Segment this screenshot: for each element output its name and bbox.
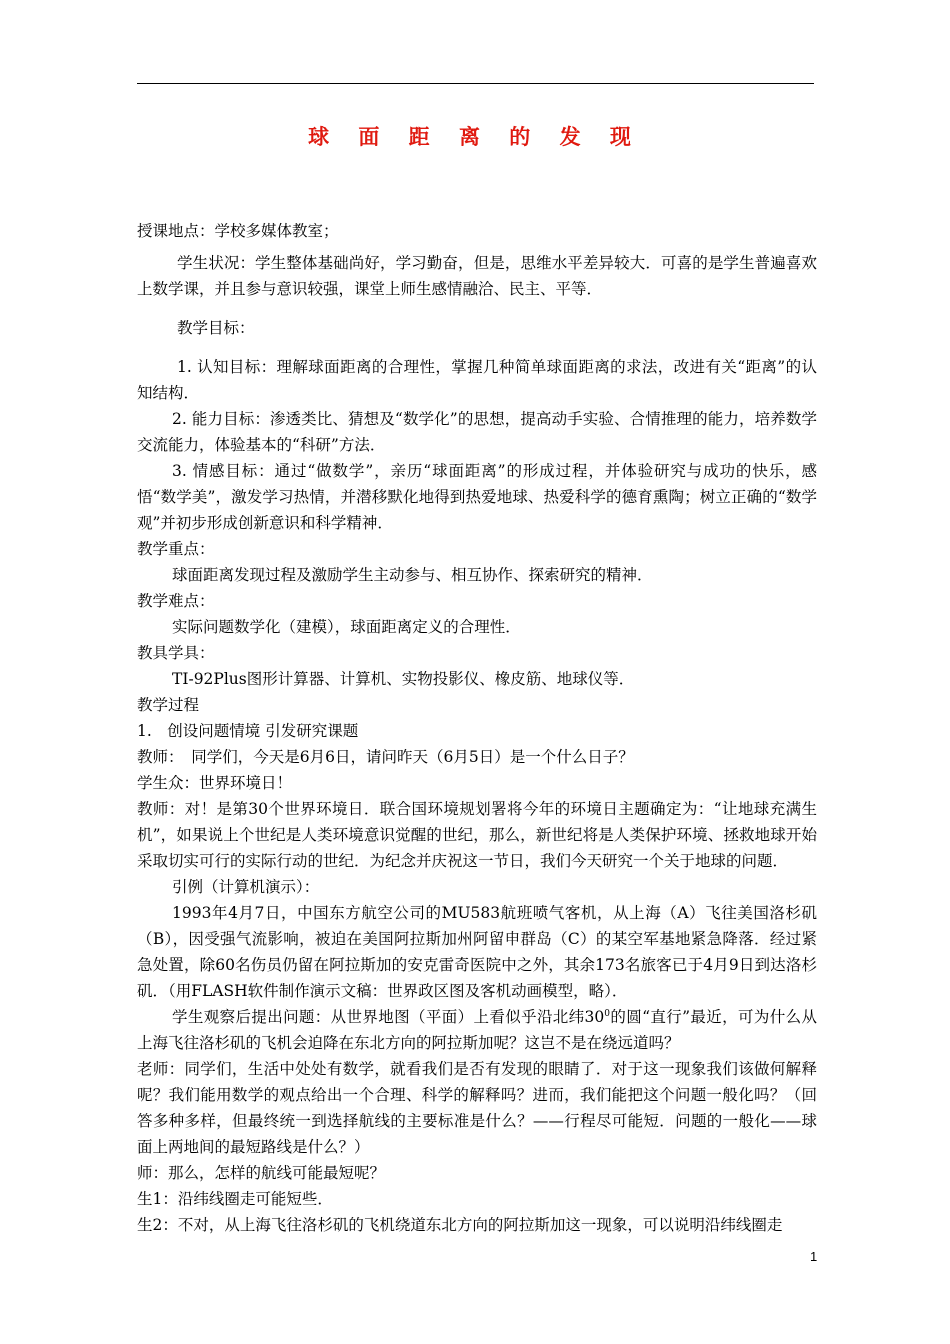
heading-key-points: 教学重点： <box>137 540 215 558</box>
document-body <box>137 218 817 1238</box>
heading-process: 教学过程 <box>137 696 200 714</box>
paragraph-example: 1993年4月7日，中国东方航空公司的MU583航班喷气客机，从上海（A）飞往美国洛杉矶（B），因受强气流影响，被迫在美国阿拉斯加州阿留申群岛（C）的某空军基地紧急降落．经过紧急处置，除60名伤员仍留在阿拉斯加的安克雷奇医院中之外，其余173名旅客已于4月9日到达洛杉矶．（用FLASH软件制作演示文稿：世界政区图及客机动画模型，略）． <box>137 904 817 1000</box>
heading-tools: 教具学具： <box>137 644 215 662</box>
document-title: 球 面 距 离 的 发 现 <box>308 124 642 149</box>
paragraph-student-status: 学生状况：学生整体基础尚好，学习勤奋，但是，思维水平差异较大．可喜的是学生普遍喜欢上数学课，并且参与意识较强，课堂上师生感情融洽、民主、平等． <box>137 254 817 298</box>
question-text-start: 学生观察后提出问题：从世界地图（平面）上看似乎沿北纬30 <box>172 1008 605 1026</box>
paragraph-difficulties: 实际问题数学化（建模），球面距离定义的合理性． <box>172 618 521 636</box>
dialogue-student-2: 生2：不对，从上海飞往洛杉矶的飞机绕道东北方向的阿拉斯加这一现象，可以说明沿纬线圈走 <box>137 1216 783 1234</box>
paragraph-goal-3: 3. 情感目标：通过“做数学”，亲历“球面距离”的形成过程，并体验研究与成功的快乐，感悟“数学美”，激发学习热情，并潜移默化地得到热爱地球、热爱科学的德育熏陶；树立正确的“数学观”并初步形成创新意识和科学精神． <box>137 462 817 532</box>
paragraph-tools: TI-92Plus图形计算器、计算机、实物投影仪、橡皮筋、地球仪等． <box>172 670 635 688</box>
dialogue-teacher-4: 师：那么，怎样的航线可能最短呢？ <box>137 1164 386 1182</box>
paragraph-goal-2: 2. 能力目标：渗透类比、猜想及“数学化”的思想，提高动手实验、合情推理的能力，培养数学交流能力，体验基本的“科研”方法． <box>137 410 817 454</box>
heading-step-1: 1. 创设问题情境 引发研究课题 <box>137 722 359 740</box>
header-rule <box>137 83 814 84</box>
heading-difficulties: 教学难点： <box>137 592 215 610</box>
paragraph-goal-1: 1. 认知目标：理解球面距离的合理性，掌握几种简单球面距离的求法，改进有关“距离”的认知结构． <box>137 358 817 402</box>
dialogue-teacher-1: 教师： 同学们，今天是6月6日，请问昨天（6月5日）是一个什么日子？ <box>137 748 634 766</box>
dialogue-teacher-3: 老师：同学们，生活中处处有数学，就看我们是否有发现的眼睛了．对于这一现象我们该做何解释呢？我们能用数学的观点给出一个合理、科学的解释吗？进而，我们能把这个问题一般化吗？（回答多种多样，但最终统一到选择航线的主要标准是什么？——行程尽可能短．问题的一般化——球面上两地间的最短路线是什么？） <box>137 1060 817 1156</box>
heading-teaching-goals: 教学目标： <box>177 319 255 337</box>
page-number: 1 <box>810 1249 818 1264</box>
degree-superscript: 0 <box>604 1008 610 1019</box>
paragraph-location: 授课地点：学校多媒体教室； <box>137 222 339 240</box>
paragraph-key-points: 球面距离发现过程及激励学生主动参与、相互协作、探索研究的精神． <box>172 566 653 584</box>
paragraph-student-question <box>137 1004 817 1056</box>
dialogue-teacher-2: 教师：对！是第30个世界环境日．联合国环境规划署将今年的环境日主题确定为：“让地球充满生机”，如果说上个世纪是人类环境意识觉醒的世纪，那么，新世纪将是人类保护环境、拯救地球开始采取切实可行的实际行动的世纪．为纪念并庆祝这一节日，我们今天研究一个关于地球的问题． <box>137 800 817 870</box>
dialogue-student-1: 生1：沿纬线圈走可能短些． <box>137 1190 333 1208</box>
dialogue-students-1: 学生众：世界环境日！ <box>137 774 293 792</box>
heading-example: 引例（计算机演示）： <box>172 878 320 896</box>
question-text-end: 的圆“直行”最近，可为什么从上海飞往洛杉矶的飞机会迫降在东北方向的阿拉斯加呢？这岂不是在绕远道吗？ <box>137 1008 817 1052</box>
